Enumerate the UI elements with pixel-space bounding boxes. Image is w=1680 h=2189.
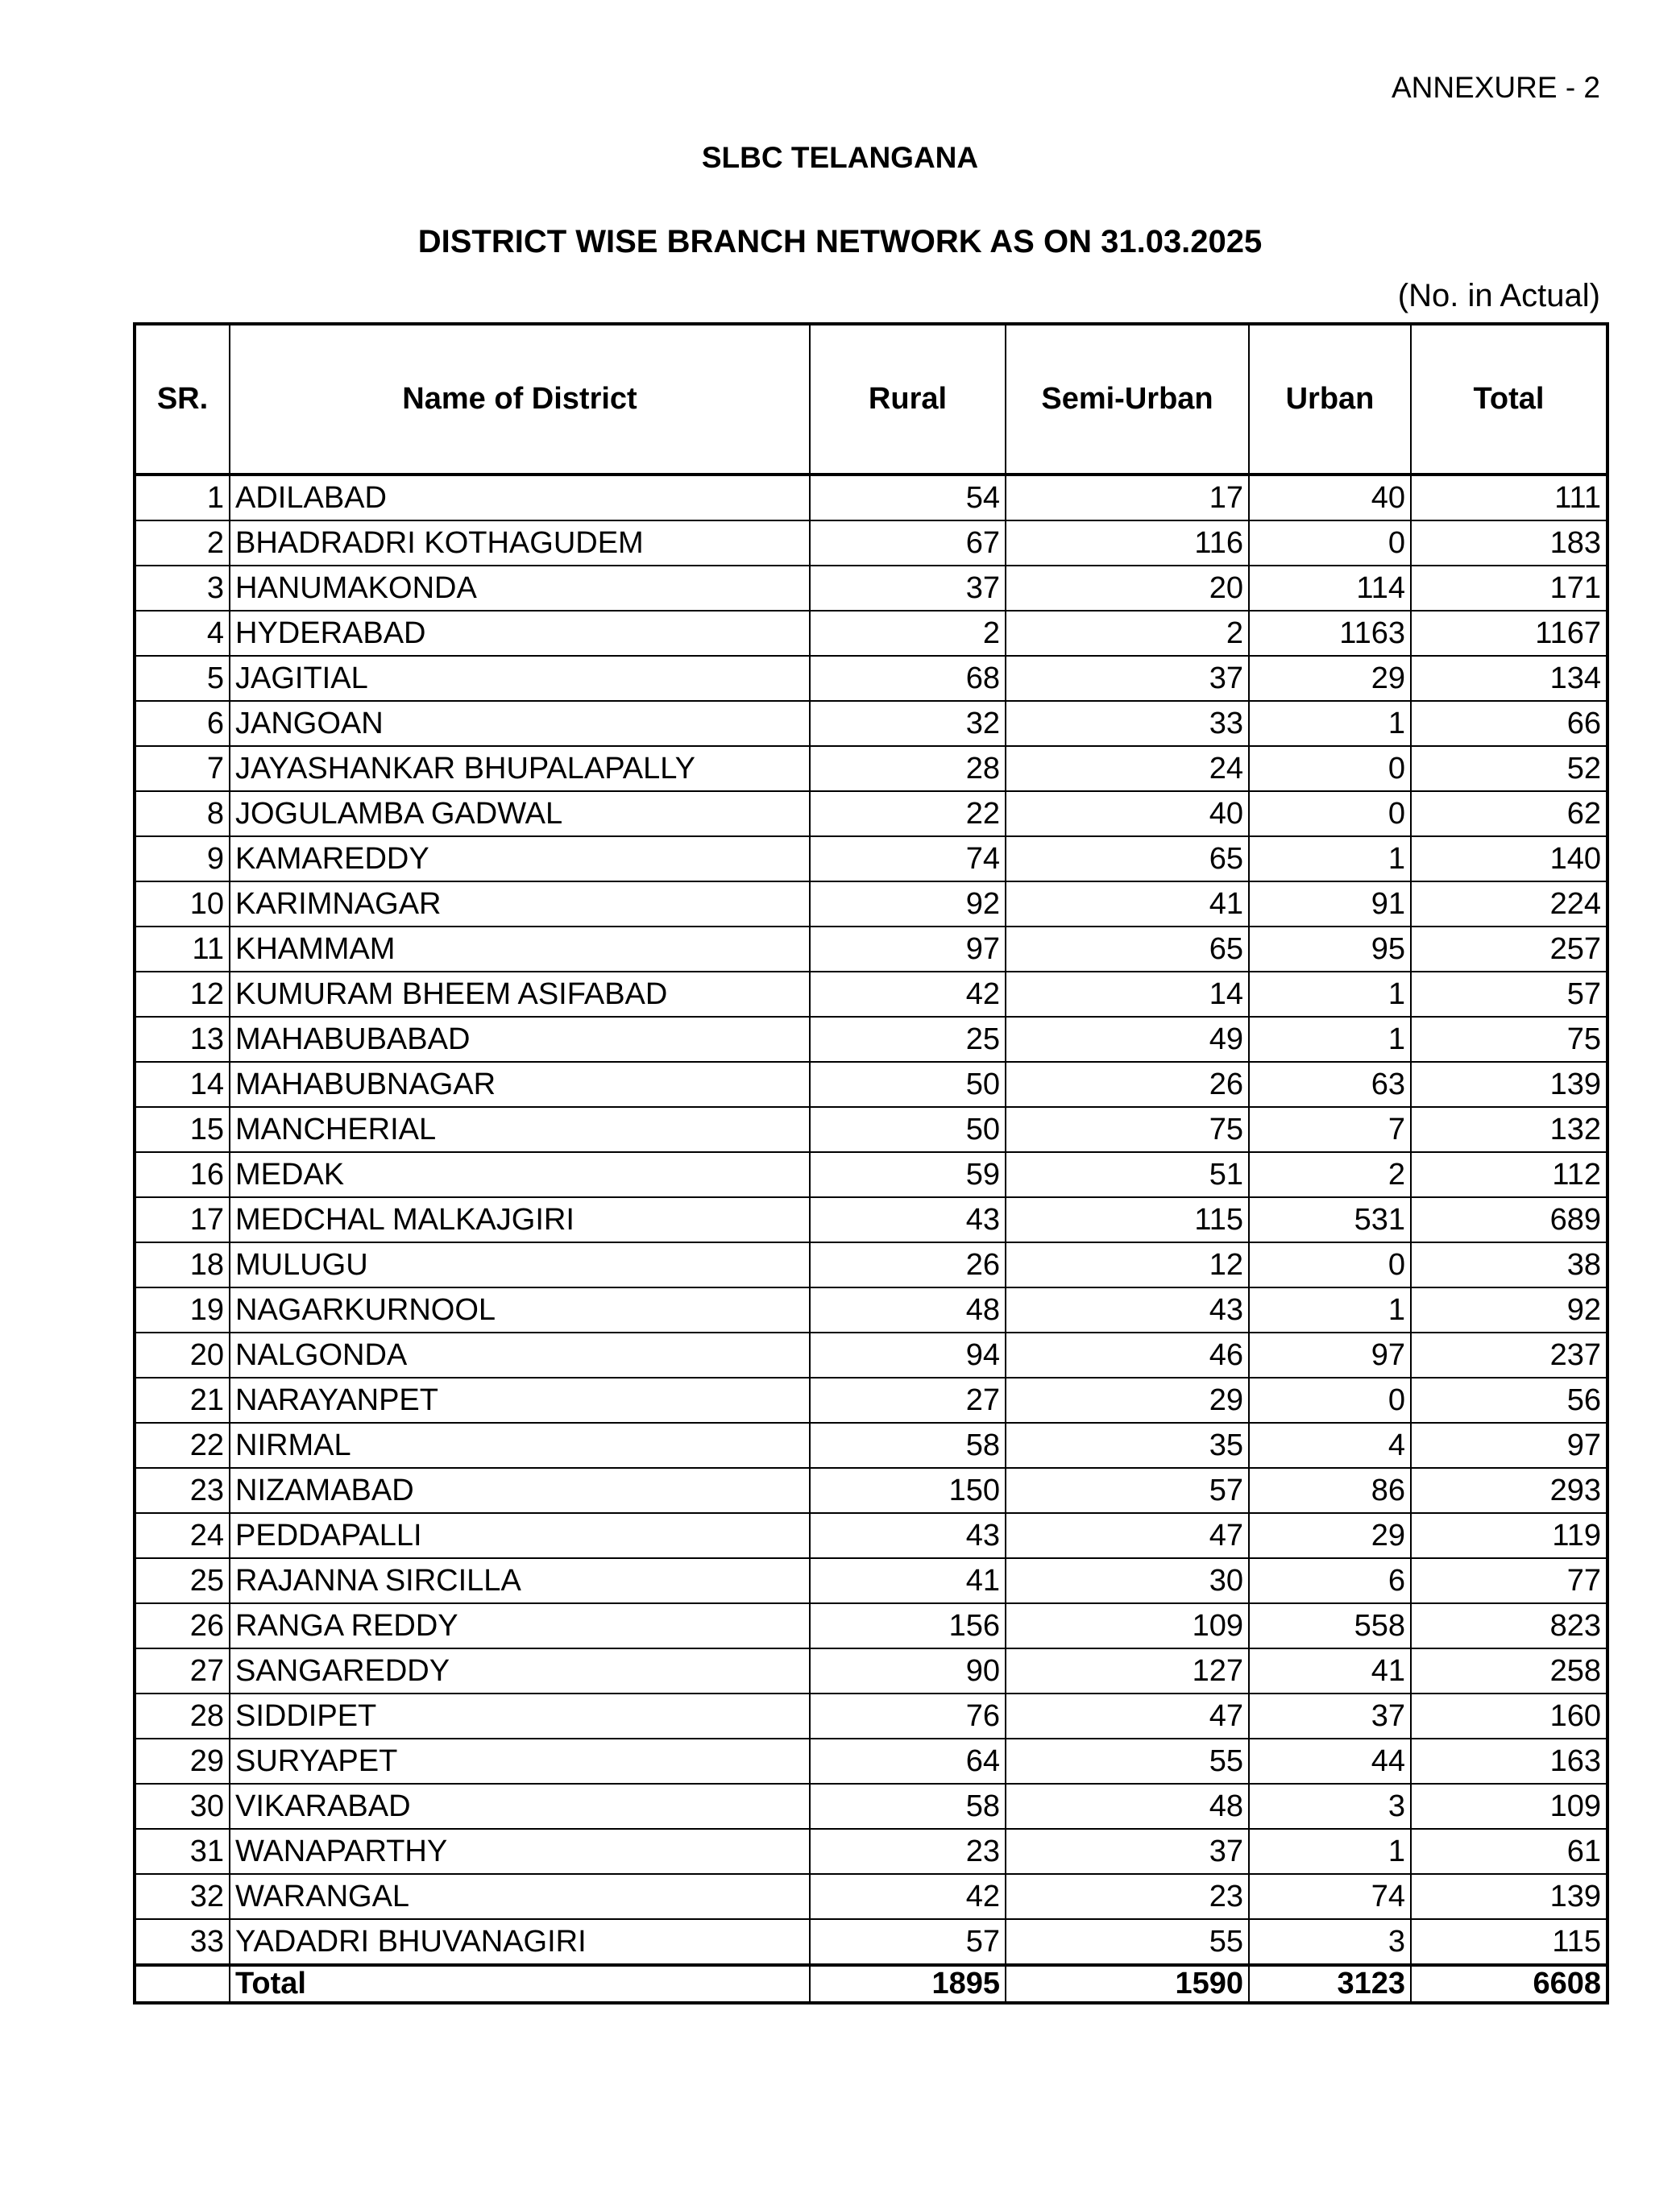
cell-urban: 7 bbox=[1249, 1107, 1411, 1152]
cell-urban: 41 bbox=[1249, 1648, 1411, 1694]
cell-semi-urban: 26 bbox=[1006, 1062, 1249, 1107]
table-row bbox=[135, 475, 1607, 520]
cell-sr: 12 bbox=[135, 972, 230, 1017]
total-semi-urban: 1590 bbox=[1006, 1965, 1249, 2003]
table-row bbox=[135, 1558, 1607, 1603]
cell-semi-urban: 75 bbox=[1006, 1107, 1249, 1152]
cell-sr: 29 bbox=[135, 1739, 230, 1784]
table-row bbox=[135, 1784, 1607, 1829]
cell-rural: 42 bbox=[810, 972, 1006, 1017]
cell-total: 689 bbox=[1411, 1197, 1607, 1242]
cell-sr: 3 bbox=[135, 566, 230, 611]
table-row bbox=[135, 836, 1607, 881]
cell-urban: 97 bbox=[1249, 1333, 1411, 1378]
cell-rural: 22 bbox=[810, 791, 1006, 836]
cell-total: 163 bbox=[1411, 1739, 1607, 1784]
cell-rural: 150 bbox=[810, 1468, 1006, 1513]
cell-total: 56 bbox=[1411, 1378, 1607, 1423]
cell-sr: 27 bbox=[135, 1648, 230, 1694]
table-row bbox=[135, 1694, 1607, 1739]
cell-rural: 54 bbox=[810, 475, 1006, 520]
cell-sr: 33 bbox=[135, 1919, 230, 1965]
cell-sr: 7 bbox=[135, 746, 230, 791]
cell-urban: 3 bbox=[1249, 1784, 1411, 1829]
table-row bbox=[135, 1062, 1607, 1107]
cell-rural: 32 bbox=[810, 701, 1006, 746]
cell-semi-urban: 47 bbox=[1006, 1694, 1249, 1739]
cell-semi-urban: 37 bbox=[1006, 1829, 1249, 1874]
table-row bbox=[135, 791, 1607, 836]
cell-total: 66 bbox=[1411, 701, 1607, 746]
cell-district-name: MAHABUBABAD bbox=[230, 1017, 810, 1062]
cell-district-name: ADILABAD bbox=[230, 475, 810, 520]
cell-rural: 28 bbox=[810, 746, 1006, 791]
cell-rural: 37 bbox=[810, 566, 1006, 611]
table-row bbox=[135, 1423, 1607, 1468]
cell-urban: 1 bbox=[1249, 1287, 1411, 1333]
cell-sr: 16 bbox=[135, 1152, 230, 1197]
cell-total: 134 bbox=[1411, 656, 1607, 701]
cell-rural: 58 bbox=[810, 1423, 1006, 1468]
cell-semi-urban: 12 bbox=[1006, 1242, 1249, 1287]
cell-urban: 531 bbox=[1249, 1197, 1411, 1242]
cell-urban: 0 bbox=[1249, 1378, 1411, 1423]
cell-semi-urban: 46 bbox=[1006, 1333, 1249, 1378]
cell-district-name: YADADRI BHUVANAGIRI bbox=[230, 1919, 810, 1965]
cell-rural: 94 bbox=[810, 1333, 1006, 1378]
cell-semi-urban: 2 bbox=[1006, 611, 1249, 656]
cell-semi-urban: 116 bbox=[1006, 520, 1249, 566]
cell-district-name: JOGULAMBA GADWAL bbox=[230, 791, 810, 836]
cell-sr: 13 bbox=[135, 1017, 230, 1062]
table-row bbox=[135, 1378, 1607, 1423]
cell-semi-urban: 55 bbox=[1006, 1739, 1249, 1784]
cell-sr: 28 bbox=[135, 1694, 230, 1739]
cell-urban: 1 bbox=[1249, 1017, 1411, 1062]
table-row bbox=[135, 1874, 1607, 1919]
cell-district-name: PEDDAPALLI bbox=[230, 1513, 810, 1558]
cell-district-name: KHAMMAM bbox=[230, 927, 810, 972]
cell-district-name: MEDAK bbox=[230, 1152, 810, 1197]
table-row bbox=[135, 1152, 1607, 1197]
branch-network-table bbox=[133, 322, 1609, 2005]
table-row bbox=[135, 1287, 1607, 1333]
cell-total: 183 bbox=[1411, 520, 1607, 566]
table-row bbox=[135, 1919, 1607, 1965]
table-row bbox=[135, 972, 1607, 1017]
cell-urban: 29 bbox=[1249, 1513, 1411, 1558]
cell-district-name: MULUGU bbox=[230, 1242, 810, 1287]
cell-total: 257 bbox=[1411, 927, 1607, 972]
cell-total: 92 bbox=[1411, 1287, 1607, 1333]
cell-rural: 26 bbox=[810, 1242, 1006, 1287]
header-district-name: Name of District bbox=[230, 324, 810, 475]
cell-urban: 95 bbox=[1249, 927, 1411, 972]
table-row bbox=[135, 1603, 1607, 1648]
cell-district-name: MEDCHAL MALKAJGIRI bbox=[230, 1197, 810, 1242]
cell-sr: 23 bbox=[135, 1468, 230, 1513]
cell-sr: 21 bbox=[135, 1378, 230, 1423]
table-header-row bbox=[135, 324, 1607, 475]
cell-sr: 26 bbox=[135, 1603, 230, 1648]
cell-sr: 25 bbox=[135, 1558, 230, 1603]
cell-rural: 74 bbox=[810, 836, 1006, 881]
document-title: DISTRICT WISE BRANCH NETWORK AS ON 31.03.2025 bbox=[417, 224, 1263, 259]
cell-urban: 74 bbox=[1249, 1874, 1411, 1919]
cell-total: 258 bbox=[1411, 1648, 1607, 1694]
cell-total: 237 bbox=[1411, 1333, 1607, 1378]
cell-semi-urban: 109 bbox=[1006, 1603, 1249, 1648]
cell-total: 57 bbox=[1411, 972, 1607, 1017]
cell-district-name: MANCHERIAL bbox=[230, 1107, 810, 1152]
table-row bbox=[135, 881, 1607, 927]
annexure-label: ANNEXURE - 2 bbox=[1391, 71, 1600, 104]
cell-rural: 64 bbox=[810, 1739, 1006, 1784]
table-row bbox=[135, 520, 1607, 566]
cell-district-name: HYDERABAD bbox=[230, 611, 810, 656]
cell-urban: 29 bbox=[1249, 656, 1411, 701]
cell-rural: 97 bbox=[810, 927, 1006, 972]
cell-urban: 1 bbox=[1249, 1829, 1411, 1874]
unit-note: (No. in Actual) bbox=[1397, 278, 1600, 313]
cell-total: 160 bbox=[1411, 1694, 1607, 1739]
cell-total: 109 bbox=[1411, 1784, 1607, 1829]
cell-rural: 43 bbox=[810, 1197, 1006, 1242]
cell-urban: 0 bbox=[1249, 1242, 1411, 1287]
cell-rural: 25 bbox=[810, 1017, 1006, 1062]
cell-rural: 50 bbox=[810, 1107, 1006, 1152]
cell-sr: 24 bbox=[135, 1513, 230, 1558]
cell-rural: 90 bbox=[810, 1648, 1006, 1694]
cell-total: 62 bbox=[1411, 791, 1607, 836]
cell-semi-urban: 14 bbox=[1006, 972, 1249, 1017]
cell-semi-urban: 57 bbox=[1006, 1468, 1249, 1513]
cell-rural: 2 bbox=[810, 611, 1006, 656]
cell-semi-urban: 40 bbox=[1006, 791, 1249, 836]
table-row bbox=[135, 1242, 1607, 1287]
table-row bbox=[135, 1513, 1607, 1558]
cell-urban: 91 bbox=[1249, 881, 1411, 927]
cell-rural: 76 bbox=[810, 1694, 1006, 1739]
cell-urban: 1 bbox=[1249, 836, 1411, 881]
cell-district-name: JAGITIAL bbox=[230, 656, 810, 701]
cell-urban: 1163 bbox=[1249, 611, 1411, 656]
cell-district-name: MAHABUBNAGAR bbox=[230, 1062, 810, 1107]
cell-total: 823 bbox=[1411, 1603, 1607, 1648]
cell-total: 111 bbox=[1411, 475, 1607, 520]
header-sr: SR. bbox=[135, 324, 230, 475]
cell-semi-urban: 48 bbox=[1006, 1784, 1249, 1829]
header-total: Total bbox=[1411, 324, 1607, 475]
cell-rural: 58 bbox=[810, 1784, 1006, 1829]
cell-urban: 6 bbox=[1249, 1558, 1411, 1603]
cell-sr: 32 bbox=[135, 1874, 230, 1919]
cell-sr: 14 bbox=[135, 1062, 230, 1107]
cell-district-name: KARIMNAGAR bbox=[230, 881, 810, 927]
cell-rural: 57 bbox=[810, 1919, 1006, 1965]
cell-urban: 4 bbox=[1249, 1423, 1411, 1468]
cell-total: 171 bbox=[1411, 566, 1607, 611]
cell-semi-urban: 41 bbox=[1006, 881, 1249, 927]
cell-district-name: RAJANNA SIRCILLA bbox=[230, 1558, 810, 1603]
cell-total: 224 bbox=[1411, 881, 1607, 927]
cell-urban: 2 bbox=[1249, 1152, 1411, 1197]
cell-semi-urban: 65 bbox=[1006, 836, 1249, 881]
total-total: 6608 bbox=[1411, 1965, 1607, 2003]
cell-sr: 4 bbox=[135, 611, 230, 656]
cell-total: 119 bbox=[1411, 1513, 1607, 1558]
cell-semi-urban: 43 bbox=[1006, 1287, 1249, 1333]
cell-urban: 40 bbox=[1249, 475, 1411, 520]
cell-sr: 1 bbox=[135, 475, 230, 520]
cell-urban: 0 bbox=[1249, 746, 1411, 791]
cell-total: 115 bbox=[1411, 1919, 1607, 1965]
table-row bbox=[135, 611, 1607, 656]
cell-urban: 1 bbox=[1249, 701, 1411, 746]
cell-urban: 558 bbox=[1249, 1603, 1411, 1648]
cell-total: 112 bbox=[1411, 1152, 1607, 1197]
cell-district-name: NALGONDA bbox=[230, 1333, 810, 1378]
cell-urban: 86 bbox=[1249, 1468, 1411, 1513]
cell-district-name: JAYASHANKAR BHUPALAPALLY bbox=[230, 746, 810, 791]
total-label: Total bbox=[230, 1965, 810, 2003]
cell-urban: 37 bbox=[1249, 1694, 1411, 1739]
cell-rural: 42 bbox=[810, 1874, 1006, 1919]
cell-district-name: NIZAMABAD bbox=[230, 1468, 810, 1513]
cell-district-name: WANAPARTHY bbox=[230, 1829, 810, 1874]
table-row bbox=[135, 1197, 1607, 1242]
cell-district-name: SIDDIPET bbox=[230, 1694, 810, 1739]
cell-district-name: WARANGAL bbox=[230, 1874, 810, 1919]
cell-rural: 50 bbox=[810, 1062, 1006, 1107]
cell-semi-urban: 33 bbox=[1006, 701, 1249, 746]
cell-district-name: KAMAREDDY bbox=[230, 836, 810, 881]
table-row bbox=[135, 1017, 1607, 1062]
cell-sr: 10 bbox=[135, 881, 230, 927]
cell-semi-urban: 20 bbox=[1006, 566, 1249, 611]
cell-total: 75 bbox=[1411, 1017, 1607, 1062]
cell-rural: 41 bbox=[810, 1558, 1006, 1603]
cell-semi-urban: 55 bbox=[1006, 1919, 1249, 1965]
cell-district-name: NAGARKURNOOL bbox=[230, 1287, 810, 1333]
cell-sr: 17 bbox=[135, 1197, 230, 1242]
cell-total: 97 bbox=[1411, 1423, 1607, 1468]
cell-sr: 11 bbox=[135, 927, 230, 972]
cell-district-name: VIKARABAD bbox=[230, 1784, 810, 1829]
cell-urban: 44 bbox=[1249, 1739, 1411, 1784]
cell-total: 61 bbox=[1411, 1829, 1607, 1874]
cell-rural: 68 bbox=[810, 656, 1006, 701]
table-row bbox=[135, 1829, 1607, 1874]
header-semi-urban: Semi-Urban bbox=[1006, 324, 1249, 475]
cell-sr: 22 bbox=[135, 1423, 230, 1468]
total-row bbox=[135, 1965, 1607, 2003]
total-sr bbox=[135, 1965, 230, 2003]
table-row bbox=[135, 927, 1607, 972]
header-rural: Rural bbox=[810, 324, 1006, 475]
cell-sr: 9 bbox=[135, 836, 230, 881]
cell-rural: 92 bbox=[810, 881, 1006, 927]
cell-urban: 1 bbox=[1249, 972, 1411, 1017]
cell-semi-urban: 30 bbox=[1006, 1558, 1249, 1603]
cell-district-name: NIRMAL bbox=[230, 1423, 810, 1468]
cell-total: 140 bbox=[1411, 836, 1607, 881]
cell-sr: 8 bbox=[135, 791, 230, 836]
cell-total: 132 bbox=[1411, 1107, 1607, 1152]
table-row bbox=[135, 1107, 1607, 1152]
cell-rural: 67 bbox=[810, 520, 1006, 566]
table-row bbox=[135, 1739, 1607, 1784]
cell-semi-urban: 47 bbox=[1006, 1513, 1249, 1558]
cell-total: 52 bbox=[1411, 746, 1607, 791]
cell-rural: 156 bbox=[810, 1603, 1006, 1648]
table-row bbox=[135, 701, 1607, 746]
cell-total: 139 bbox=[1411, 1062, 1607, 1107]
table-row bbox=[135, 656, 1607, 701]
cell-sr: 2 bbox=[135, 520, 230, 566]
cell-sr: 30 bbox=[135, 1784, 230, 1829]
cell-total: 293 bbox=[1411, 1468, 1607, 1513]
cell-urban: 0 bbox=[1249, 791, 1411, 836]
table-row bbox=[135, 566, 1607, 611]
cell-sr: 5 bbox=[135, 656, 230, 701]
cell-total: 1167 bbox=[1411, 611, 1607, 656]
header-urban: Urban bbox=[1249, 324, 1411, 475]
cell-semi-urban: 23 bbox=[1006, 1874, 1249, 1919]
total-urban: 3123 bbox=[1249, 1965, 1411, 2003]
cell-semi-urban: 37 bbox=[1006, 656, 1249, 701]
table-row bbox=[135, 746, 1607, 791]
cell-rural: 23 bbox=[810, 1829, 1006, 1874]
cell-sr: 31 bbox=[135, 1829, 230, 1874]
table-row bbox=[135, 1333, 1607, 1378]
cell-total: 38 bbox=[1411, 1242, 1607, 1287]
cell-urban: 114 bbox=[1249, 566, 1411, 611]
cell-semi-urban: 65 bbox=[1006, 927, 1249, 972]
cell-semi-urban: 35 bbox=[1006, 1423, 1249, 1468]
cell-urban: 63 bbox=[1249, 1062, 1411, 1107]
cell-district-name: NARAYANPET bbox=[230, 1378, 810, 1423]
cell-semi-urban: 115 bbox=[1006, 1197, 1249, 1242]
cell-semi-urban: 17 bbox=[1006, 475, 1249, 520]
cell-total: 139 bbox=[1411, 1874, 1607, 1919]
cell-total: 77 bbox=[1411, 1558, 1607, 1603]
cell-district-name: SANGAREDDY bbox=[230, 1648, 810, 1694]
cell-district-name: RANGA REDDY bbox=[230, 1603, 810, 1648]
cell-semi-urban: 127 bbox=[1006, 1648, 1249, 1694]
cell-district-name: BHADRADRI KOTHAGUDEM bbox=[230, 520, 810, 566]
total-rural: 1895 bbox=[810, 1965, 1006, 2003]
cell-semi-urban: 29 bbox=[1006, 1378, 1249, 1423]
organization-title: SLBC TELANGANA bbox=[701, 141, 979, 174]
cell-sr: 15 bbox=[135, 1107, 230, 1152]
cell-district-name: HANUMAKONDA bbox=[230, 566, 810, 611]
cell-urban: 3 bbox=[1249, 1919, 1411, 1965]
cell-rural: 43 bbox=[810, 1513, 1006, 1558]
cell-sr: 19 bbox=[135, 1287, 230, 1333]
cell-sr: 20 bbox=[135, 1333, 230, 1378]
cell-rural: 48 bbox=[810, 1287, 1006, 1333]
cell-sr: 18 bbox=[135, 1242, 230, 1287]
cell-urban: 0 bbox=[1249, 520, 1411, 566]
cell-sr: 6 bbox=[135, 701, 230, 746]
table-row bbox=[135, 1648, 1607, 1694]
table-row bbox=[135, 1468, 1607, 1513]
cell-semi-urban: 51 bbox=[1006, 1152, 1249, 1197]
cell-district-name: SURYAPET bbox=[230, 1739, 810, 1784]
cell-semi-urban: 49 bbox=[1006, 1017, 1249, 1062]
cell-district-name: JANGOAN bbox=[230, 701, 810, 746]
cell-rural: 27 bbox=[810, 1378, 1006, 1423]
cell-semi-urban: 24 bbox=[1006, 746, 1249, 791]
cell-rural: 59 bbox=[810, 1152, 1006, 1197]
cell-district-name: KUMURAM BHEEM ASIFABAD bbox=[230, 972, 810, 1017]
